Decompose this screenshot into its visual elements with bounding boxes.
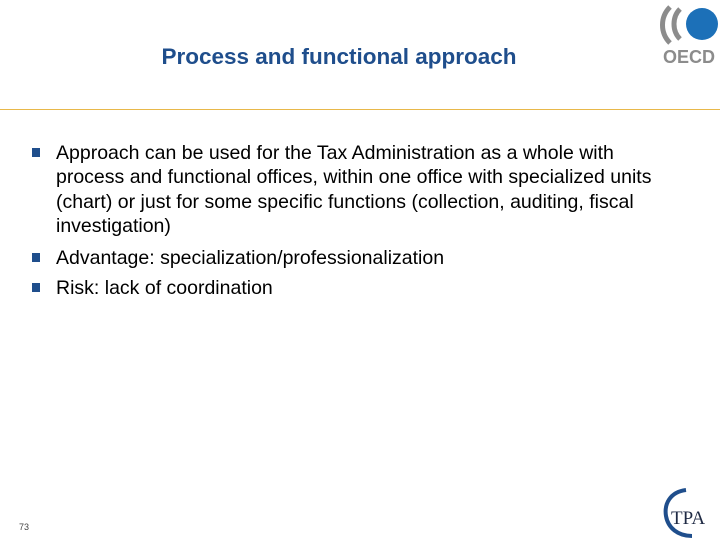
- oecd-logo-wordmark: OECD: [662, 47, 716, 67]
- bullet-text: Advantage: specialization/professionalization: [56, 246, 445, 269]
- bullet-item: [26, 276, 666, 300]
- oecd-logo-globe: [686, 8, 718, 40]
- bullet-list: [26, 141, 666, 307]
- slide-title: Process and functional approach: [161, 44, 517, 69]
- oecd-logo-arc-outer: [663, 7, 671, 43]
- square-bullet-icon: [32, 283, 40, 292]
- oecd-logo-arc-inner: [674, 9, 680, 39]
- oecd-logo: [656, 3, 720, 67]
- ctpa-logo: [662, 486, 720, 540]
- bullet-item: [26, 141, 666, 239]
- square-bullet-icon: [32, 148, 40, 157]
- bullet-text: Risk: lack of coordination: [56, 277, 273, 300]
- slide-number: 73: [19, 522, 30, 532]
- title-divider: [0, 109, 720, 110]
- square-bullet-icon: [32, 253, 40, 262]
- bullet-item: [26, 246, 666, 270]
- ctpa-logo-wordmark: TPA: [671, 508, 706, 529]
- bullet-text: Approach can be used for the Tax Administration as a whole with process and functional offices, within one office with specialized units (chart) or just for some specific functions (collection, auditing, fiscal investigation): [56, 142, 652, 238]
